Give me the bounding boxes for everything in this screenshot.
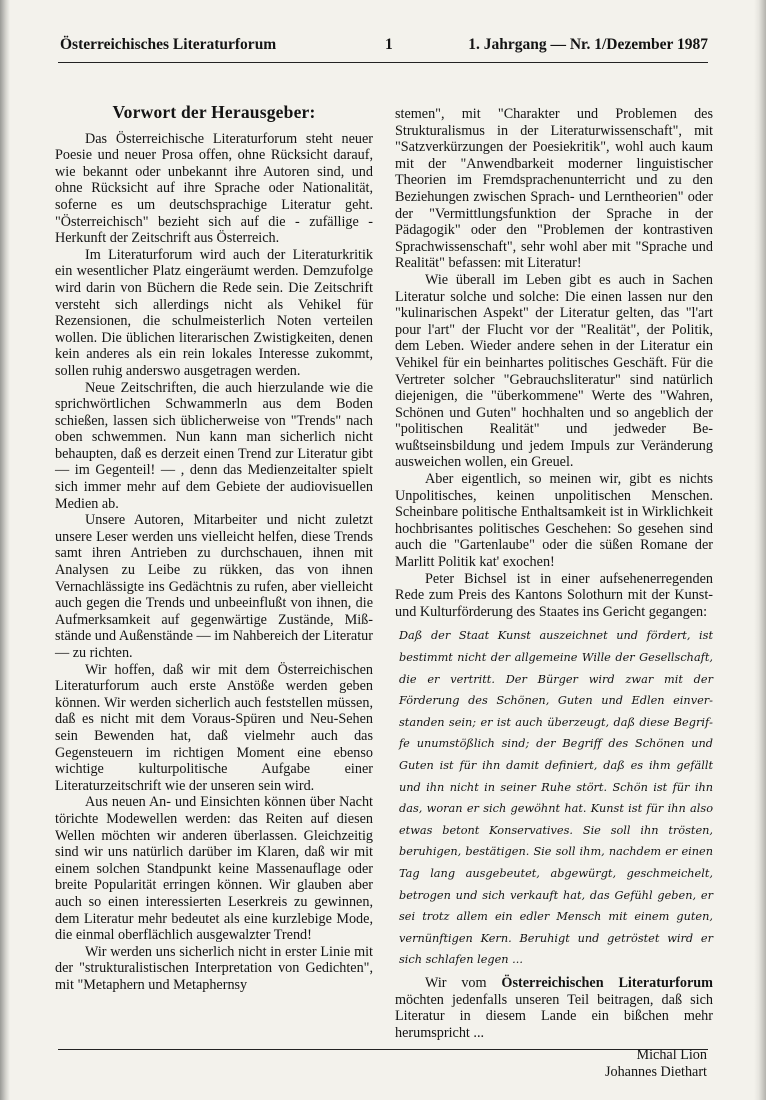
footer-rule	[58, 1049, 708, 1050]
body-paragraph: Aber eigentlich, so meinen wir, gibt es nichts Unpolitisches, keinen unpolitischen Menschen. Scheinbare politische Enthaltsamkeit ist in Wirklichkeit hochbrisantes politisches Geschehen: So gesehen sind auch die "Gartenlaube" oder die süßen Romane der Marlitt Politik kat' exochen!	[395, 471, 713, 571]
signature-name: Johannes Diethart	[604, 1063, 707, 1080]
body-paragraph: Wir werden uns sicherlich nicht in erster Linie mit der "strukturalistischen Interpretation von Gedichten", mit "Metaphern und Metaphernsy	[55, 943, 373, 993]
body-paragraph: Peter Bichsel ist in einer aufsehenerregenden Rede zum Preis des Kantons Solothurn mit der Kunst- und Kulturförderung des Staates ins Gericht gegangen:	[395, 570, 713, 620]
closing-rest: möchten jedenfalls unseren Teil beitragen, daß sich Literatur in diesem Lande ein bißchen mehr herumspricht ...	[395, 991, 713, 1041]
issue-info: 1. Jahrgang — Nr. 1/Dezember 1987	[468, 36, 708, 53]
signature-block	[395, 1047, 707, 1080]
running-header	[60, 36, 708, 56]
left-column	[55, 104, 373, 993]
page-edge-shadow-right	[754, 0, 766, 1100]
closing-lead: Wir vom	[425, 974, 502, 991]
body-paragraph: Wir hoffen, daß wir mit dem Österreichischen Literaturforum auch erste Anstöße werden geben können. Wir werden sicherlich auch feststellen müssen, daß es nicht mit dem Voraus-Spüren und Neu-Sehen sein Bewenden hat, daß vielmehr auch das Gegensteuern im richtigen Moment eine ebenso wichtige kulturpolitische Aufgabe einer Literaturzeitschrift wie der unseren sein wird.	[55, 661, 373, 794]
body-paragraph: Das Österreichische Literaturforum steht neuer Poesie und neuer Prosa offen, ohne Rücksicht darauf, wie bekannt oder unbekannt ihre Autoren sind, und ohne Rücksicht auf ihre Sprache oder Nationalität, soferne es um deutschsprachige Literatur geht. "Österreichisch" bezieht sich auf die - zufällige - Herkunft der Zeitschrift aus Österreich.	[55, 130, 373, 247]
page-edge-shadow-left	[0, 0, 10, 1100]
body-paragraph: stemen", mit "Charakter und Problemen des Strukturalismus in der Literaturwissenschaft", mit "Satzverkürzungen der Poesiekritik", wohl auch kaum mit der "Anwendbarkeit moderner linguistischer Theorien im Fremdsprachenunterricht und zu den Beziehungen zwischen Sprach- und Lerntheorien" oder der "Vermittlungsfunktion der Sprache in der Pädagogik" oder den "Problemen der kontrastiven Sprachwissenschaft", sehr wohl aber mit "Sprache und Realität" befassen: mit Literatur!	[395, 106, 713, 272]
body-paragraph: Unsere Autoren, Mitarbeiter und nicht zuletzt unsere Leser werden uns vielleicht helfen, diese Trends samt ihren Antrieben zu durchschauen, ihnen mit Analysen zu Leibe zu rükken, das von ihnen Vernachlässigte ins Gedächtnis zu rufen, aber vielleicht auch gegen die Trends und unbeeinflußt von ihnen, die Aufmerksamkeit auf gegenwärtige Zustände, Mißstände und Außenstände — im Nahbereich der Literatur — zu richten.	[55, 512, 373, 661]
page-number: 1	[385, 36, 393, 53]
body-paragraph: Im Literaturforum wird auch der Literaturkritik ein wesentlicher Platz eingeräumt werden. Demzufolge wird darin von Büchern die Rede sein. Die Zeitschrift versteht sich allerdings nicht als Vehikel für Rezensionen, die schulmeisterlich Noten verteilen wollen. Die üblichen literarischen Zwistigkeiten, denen kein anderes als ein rein lokales Interesse zukommt, sollen ruhig anderswo ausgetragen werden.	[55, 246, 373, 379]
body-paragraph: Neue Zeitschriften, die auch hierzulande wie die sprichwörtlichen Schwammerln aus dem Boden schießen, lassen sich üblicherweise von "Trends" nach oben schwemmen. Nun kann man sicherlich nicht behaupten, daß es derzeit einen Trend zur Literatur gibt — im Gegenteil! — , denn das Medienzeitalter spielt sich immer mehr auf dem Gebiete der audiovisuellen Medien ab.	[55, 379, 373, 512]
body-paragraph: Aus neuen An- und Einsichten können über Nacht törichte Modewellen werden: das Reiten auf diesen Wellen möchten wir anderen überlassen. Gleichzeitig sind wir uns natürlich darüber im Klaren, daß wir mit einem solchen Standpunkt keine Massenauflage oder breite Popularität erringen können. Wir glauben aber auch so einen interessierten Leserkreis zu gewinnen, dem Literatur mehr bedeutet als eine kurzlebige Mode, die einmal oberflächlich ausgewalzter Trend!	[55, 794, 373, 944]
publication-title: Österreichisches Literaturforum	[60, 36, 277, 53]
article-heading: Vorwort der Herausgeber:	[112, 102, 316, 122]
right-column	[395, 106, 713, 1080]
header-rule	[58, 62, 708, 63]
signature-name: Michal Lion	[636, 1047, 707, 1064]
body-paragraph: Wie überall im Leben gibt es auch in Sachen Literatur solche und solche: Die einen lassen nur den "kulinarischen Aspekt" der Literatur gelten, das "l'art pour l'art" der Flucht vor der "Realität", der Politik, dem Leben. Wieder andere sehen in der Literatur ein Vehikel für ein beinhartes politisches Geschäft. Für die Vertreter solcher "Gebrauchsliteratur" sind natürlich diejenigen, die "überkommene" Werte des "Wahren, Schönen und Guten" hochhalten und so angeblich der "politischen Realität" und jedweder Bewußtseinsbildung und jedem Impuls zur Veränderung ausweichen wollen, ein Greuel.	[395, 271, 713, 471]
bichsel-quote: Daß der Staat Kunst auszeichnet und fördert, ist bestimmt nicht der allgemeine Wille der Gesellschaft, die er vertritt. Der Bürger wird zwar mit der Förderung des Schönen, Guten und Edlen einverstanden sein; er ist auch überzeugt, daß diese Begriffe unumstößlich sind; der Begriff des Schönen und Guten ist für ihn damit definiert, daß es ihm gefällt und ihn nicht in seiner Ruhe stört. Schön ist für ihn das, woran er sich gewöhnt hat. Kunst ist für ihn also etwas betont Konservatives. Sie soll ihn trösten, beruhigen, bestätigen. Sie soll ihm, nachdem er einen Tag lang ausgebeutet, abgewürgt, geschmeichelt, betrogen und sich verkauft hat, das Gefühl geben, er sei trotz allem ein edler Mensch mit einem guten, vernünftigen Kern. Beruhigt und getröstet wird er sich schlafen legen ...	[399, 629, 713, 967]
closing-publication-name: Österreichischen Literaturforum	[501, 974, 714, 991]
closing-paragraph	[395, 975, 713, 1041]
